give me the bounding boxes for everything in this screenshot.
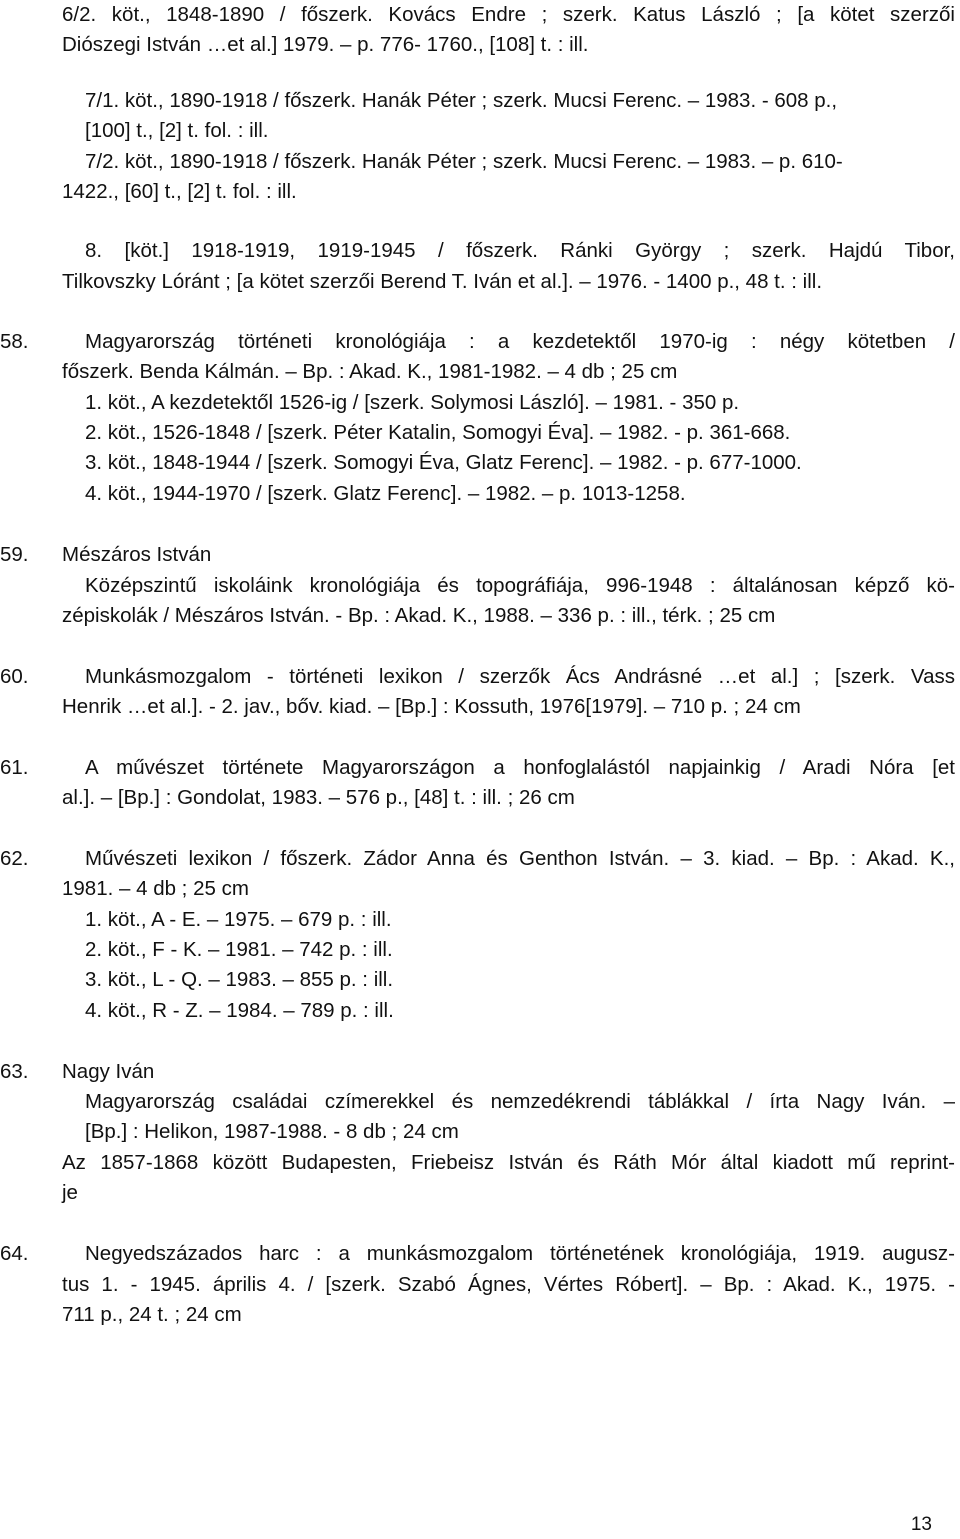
entry-58-vol-2: 2. köt., 1526-1848 / [szerk. Péter Katalin, Somogyi Éva]. – 1982. - p. 361-668. — [85, 421, 791, 444]
entry-62-number: 62. — [0, 847, 29, 870]
entry-62-line-2: 1981. – 4 db ; 25 cm — [62, 877, 249, 900]
entry-64-number: 64. — [0, 1242, 29, 1265]
entry-63-note-line-1: Az 1857-1868 között Budapesten, Friebeisz István és Ráth Mór által kiadott mű reprint- — [62, 1151, 955, 1174]
entry-57-vol-8-line-1: 8. [köt.] 1918-1919, 1919-1945 / főszerk. Ránki György ; szerk. Hajdú Tibor, — [85, 239, 955, 262]
entry-58-vol-1: 1. köt., A kezdetektől 1526-ig / [szerk. Solymosi László]. – 1981. - 350 p. — [85, 391, 740, 414]
entry-58-number: 58. — [0, 330, 29, 353]
entry-60-line-2: Henrik …et al.]. - 2. jav., bőv. kiad. – [Bp.] : Kossuth, 1976[1979]. – 710 p. ; 24 cm — [62, 695, 801, 718]
entry-63-number: 63. — [0, 1060, 29, 1083]
entry-57-vol-6-2-line-2: Diószegi István …et al.] 1979. – p. 776- 1760., [108] t. : ill. — [62, 33, 589, 56]
entry-59-number: 59. — [0, 543, 29, 566]
entry-63-author: Nagy Iván — [62, 1060, 155, 1083]
entry-57-vol-7-2-line-2: 1422., [60] t., [2] t. fol. : ill. — [62, 180, 297, 203]
entry-60-line-1: Munkásmozgalom - történeti lexikon / szerzők Ács Andrásné …et al.] ; [szerk. Vass — [85, 665, 955, 688]
entry-58-vol-4: 4. köt., 1944-1970 / [szerk. Glatz Ferenc]. – 1982. – p. 1013-1258. — [85, 482, 686, 505]
entry-63-title-line-1: Magyarország családai czímerekkel és nemzedékrendi táblákkal / írta Nagy Iván. – — [85, 1090, 955, 1113]
entry-60-number: 60. — [0, 665, 29, 688]
entry-58-title-line-2: főszerk. Benda Kálmán. – Bp. : Akad. K., 1981-1982. – 4 db ; 25 cm — [62, 360, 678, 383]
entry-62-vol-2: 2. köt., F - K. – 1981. – 742 p. : ill. — [85, 938, 393, 961]
entry-63-note-line-2: je — [62, 1181, 78, 1204]
entry-62-line-1: Művészeti lexikon / főszerk. Zádor Anna és Genthon István. – 3. kiad. – Bp. : Akad. K., — [85, 847, 955, 870]
entry-59-author: Mészáros István — [62, 543, 212, 566]
entry-59-title-line-2: zépiskolák / Mészáros István. - Bp. : Akad. K., 1988. – 336 p. : ill., térk. ; 25 cm — [62, 604, 776, 627]
page-number: 13 — [910, 1514, 932, 1535]
entry-62-vol-4: 4. köt., R - Z. – 1984. – 789 p. : ill. — [85, 999, 394, 1022]
entry-57-vol-6-2-line-1: 6/2. köt., 1848-1890 / főszerk. Kovács Endre ; szerk. Katus László ; [a kötet szerzői — [62, 3, 955, 26]
entry-57-vol-7-1-line-2: [100] t., [2] t. fol. : ill. — [85, 119, 269, 142]
entry-59-title-line-1: Középszintű iskoláink kronológiája és topográfiája, 996-1948 : általánosan képző kö- — [85, 574, 955, 597]
entry-57-vol-7-2-line-1: 7/2. köt., 1890-1918 / főszerk. Hanák Péter ; szerk. Mucsi Ferenc. – 1983. – p. 610- — [85, 150, 843, 173]
entry-61-number: 61. — [0, 756, 29, 779]
entry-57-vol-8-line-2: Tilkovszky Lóránt ; [a kötet szerzői Berend T. Iván et al.]. – 1976. - 1400 p., 48 t. : ill. — [62, 270, 823, 293]
entry-57-vol-7-1-line-1: 7/1. köt., 1890-1918 / főszerk. Hanák Péter ; szerk. Mucsi Ferenc. – 1983. - 608 p., — [85, 89, 838, 112]
entry-61-line-2: al.]. – [Bp.] : Gondolat, 1983. – 576 p., [48] t. : ill. ; 26 cm — [62, 786, 575, 809]
entry-63-title-line-2: [Bp.] : Helikon, 1987-1988. - 8 db ; 24 cm — [85, 1120, 459, 1143]
entry-64-line-2: tus 1. - 1945. április 4. / [szerk. Szabó Ágnes, Vértes Róbert]. – Bp. : Akad. K., 1975. - — [62, 1273, 955, 1296]
entry-62-vol-3: 3. köt., L - Q. – 1983. – 855 p. : ill. — [85, 968, 394, 991]
entry-64-line-1: Negyedszázados harc : a munkásmozgalom történetének kronológiája, 1919. augusz- — [85, 1242, 955, 1265]
entry-58-title-line-1: Magyarország történeti kronológiája : a kezdetektől 1970-ig : négy kötetben / — [85, 330, 955, 353]
entry-61-line-1: A művészet története Magyarországon a honfoglalástól napjainkig / Aradi Nóra [et — [85, 756, 955, 779]
entry-58-vol-3: 3. köt., 1848-1944 / [szerk. Somogyi Éva, Glatz Ferenc]. – 1982. - p. 677-1000. — [85, 451, 802, 474]
entry-62-vol-1: 1. köt., A - E. – 1975. – 679 p. : ill. — [85, 908, 392, 931]
entry-64-line-3: 711 p., 24 t. ; 24 cm — [62, 1303, 242, 1326]
